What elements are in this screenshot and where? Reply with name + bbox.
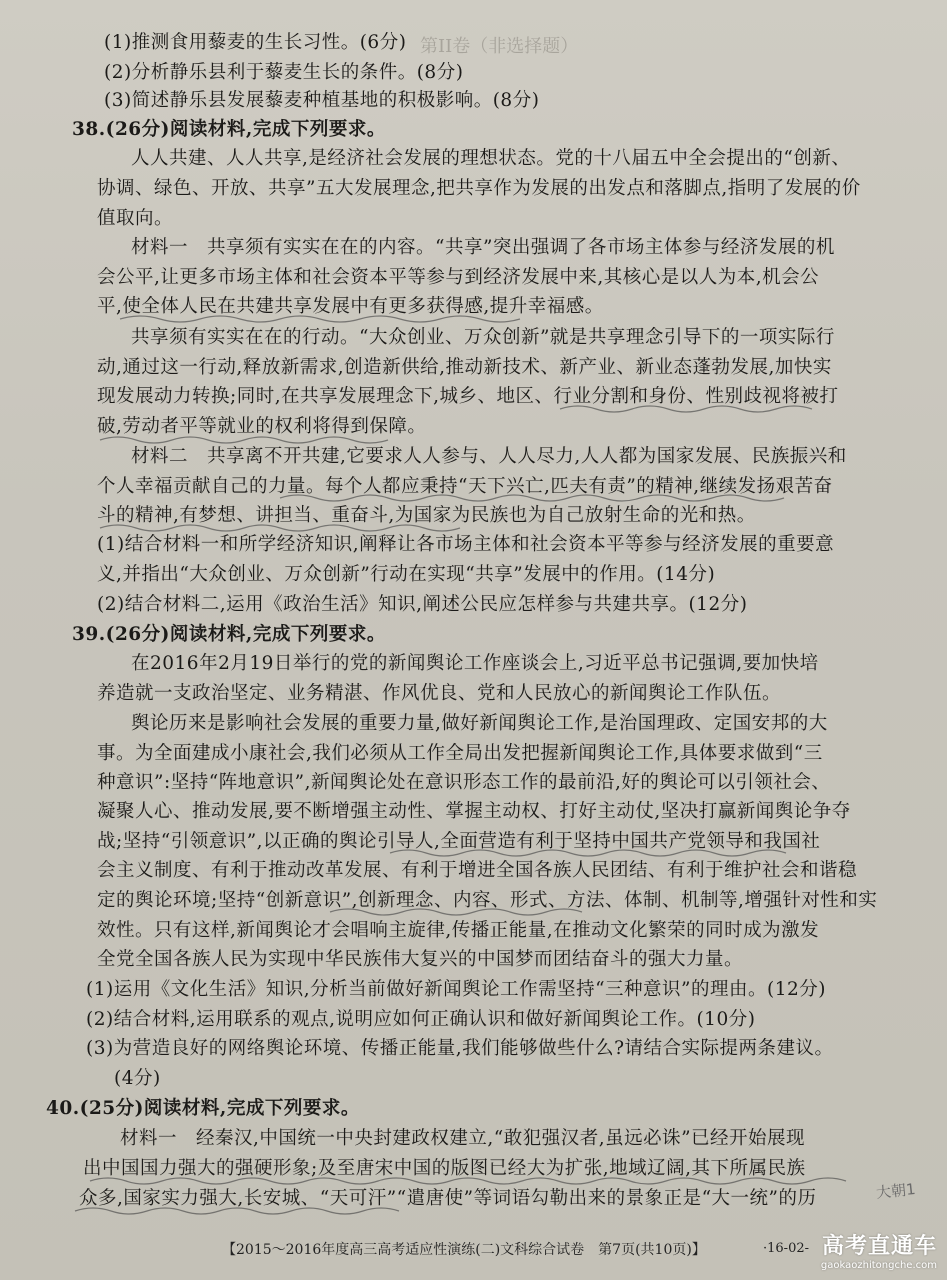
q39-sub-3a: (3)为营造良好的网络舆论环境、传播正能量,我们能够做些什么?请结合实际提两条建议。 (86, 1038, 834, 1059)
q38-intro-2: 协调、绿色、开放、共享”五大发展理念,把共享作为发展的出发点和落脚点,指明了发展的价 (97, 178, 861, 199)
q38-material1-5: 动,通过这一行动,释放新需求,创造新供给,推动新技术、新产业、新业态蓬勃发展,加快实 (97, 357, 832, 378)
q38-material2-1: 材料二 共享离不开共建,它要求人人参与、人人尽力,人人都为国家发展、民族振兴和 (131, 446, 847, 467)
q39-body-9: 全党全国各族人民为实现中华民族伟大复兴的中国梦而团结奋斗的强大力量。 (97, 949, 744, 970)
q38-heading: 38.(26分)阅读材料,完成下列要求。 (72, 119, 386, 140)
q39-body-7: 定的舆论环境;坚持“创新意识”,创新理念、内容、形式、方法、体制、机制等,增强针对性和实 (97, 890, 878, 911)
q38-material1-3: 平,使全体人民在共建共享发展中有更多获得感,提升幸福感。 (97, 296, 604, 317)
q38-material2-2: 个人幸福贡献自己的力量。每个人都应秉持“天下兴亡,匹夫有责”的精神,继续发扬艰苦奋 (97, 476, 833, 497)
q38-material1-1: 材料一 共享须有实实在在的内容。“共享”突出强调了各市场主体参与经济发展的机 (131, 237, 835, 258)
q39-intro-1: 在2016年2月19日举行的党的新闻舆论工作座谈会上,习近平总书记强调,要加快培 (131, 653, 819, 674)
q40-heading: 40.(25分)阅读材料,完成下列要求。 (46, 1098, 360, 1119)
q39-body-1: 舆论历来是影响社会发展的重要力量,做好新闻舆论工作,是治国理政、定国安邦的大 (131, 713, 828, 734)
q39-intro-2: 养造就一支政治坚定、业务精湛、作风优良、党和人民放心的新闻舆论工作队伍。 (97, 683, 782, 704)
q37-sub-3: (3)简述静乐县发展藜麦种植基地的积极影响。(8分) (104, 90, 540, 111)
handwritten-note: 大朝1 (875, 1179, 917, 1203)
q39-heading: 39.(26分)阅读材料,完成下列要求。 (72, 624, 386, 645)
q39-body-8: 效性。只有这样,新闻舆论才会唱响主旋律,传播正能量,在推动文化繁荣的同时成为激发 (97, 920, 820, 941)
q39-sub-1: (1)运用《文化生活》知识,分析当前做好新闻舆论工作需坚持“三种意识”的理由。(12分) (86, 979, 826, 1000)
q39-body-3: 种意识”:坚持“阵地意识”,新闻舆论处在意识形态工作的最前沿,好的舆论可以引领社会、 (97, 772, 831, 793)
q38-intro-1: 人人共建、人人共享,是经济社会发展的理想状态。党的十八届五中全会提出的“创新、 (131, 148, 851, 169)
q38-sub-2: (2)结合材料二,运用《政治生活》知识,阐述公民应怎样参与共建共享。(12分) (97, 594, 748, 615)
q38-intro-3: 值取向。 (97, 208, 174, 229)
watermark-title: 高考直通车 (821, 1234, 937, 1259)
q37-sub-1: (1)推测食用藜麦的生长习性。(6分) (104, 32, 407, 53)
watermark-url: gaokaozhitongche.com (820, 1260, 937, 1271)
q38-sub-1b: 义,并指出“大众创业、万众创新”行动在实现“共享”发展中的作用。(14分) (97, 564, 716, 585)
q39-body-5: 战;坚持“引领意识”,以正确的舆论引导人,全面营造有利于坚持中国共产党领导和我国社 (97, 831, 821, 852)
site-watermark (821, 1234, 937, 1272)
q37-sub-2: (2)分析静乐县利于藜麦生长的条件。(8分) (104, 62, 464, 83)
footer-code: ·16-02- (763, 1241, 810, 1256)
q40-material1-1: 材料一 经秦汉,中国统一中央封建政权建立,“敢犯强汉者,虽远必诛”已经开始展现 (120, 1128, 806, 1149)
q38-material1-6: 现发展动力转换;同时,在共享发展理念下,城乡、地区、行业分割和身份、性别歧视将被打 (97, 386, 839, 407)
q38-material1-2: 会公平,让更多市场主体和社会资本平等参与到经济发展中来,其核心是以人为本,机会公 (97, 267, 820, 288)
q39-body-6: 会主义制度、有利于推动改革发展、有利于增进全国各族人民团结、有利于维护社会和谐稳 (97, 860, 858, 881)
q39-sub-2: (2)结合材料,运用联系的观点,说明应如何正确认识和做好新闻舆论工作。(10分) (86, 1009, 756, 1030)
q38-material1-4: 共享须有实实在在的行动。“大众创业、万众创新”就是共享理念引导下的一项实际行 (131, 327, 835, 348)
q38-material1-7: 破,劳动者平等就业的权利将得到保障。 (97, 416, 427, 437)
q40-material1-2: 出中国国力强大的强硬形象;及至唐宋中国的版图已经大为扩张,地域辽阔,其下所属民族 (83, 1158, 806, 1179)
q39-body-4: 凝聚人心、推动发展,要不断增强主动性、掌握主动权、打好主动仗,坚决打赢新闻舆论争夺 (97, 801, 851, 822)
q38-sub-1a: (1)结合材料一和所学经济知识,阐释让各市场主体和社会资本平等参与经济发展的重要意 (97, 534, 835, 555)
q38-material2-3: 斗的精神,有梦想、讲担当、重奋斗,为国家为民族也为自己放射生命的光和热。 (97, 505, 756, 526)
page-footer: 【2015～2016年度高三高考适应性演练(二)文科综合试卷 第7页(共10页)】 (222, 1242, 706, 1258)
q39-sub-3b: (4分) (114, 1068, 161, 1089)
q40-material1-3: 众多,国家实力强大,长安城、“天可汗”“遣唐使”等词语勾勒出来的景象正是“大一统”的历 (79, 1188, 817, 1209)
faint-header-bleed: 第II卷（非选择题） (420, 36, 579, 57)
q39-body-2: 事。为全面建成小康社会,我们必须从工作全局出发把握新闻舆论工作,具体要求做到“三 (97, 743, 823, 764)
